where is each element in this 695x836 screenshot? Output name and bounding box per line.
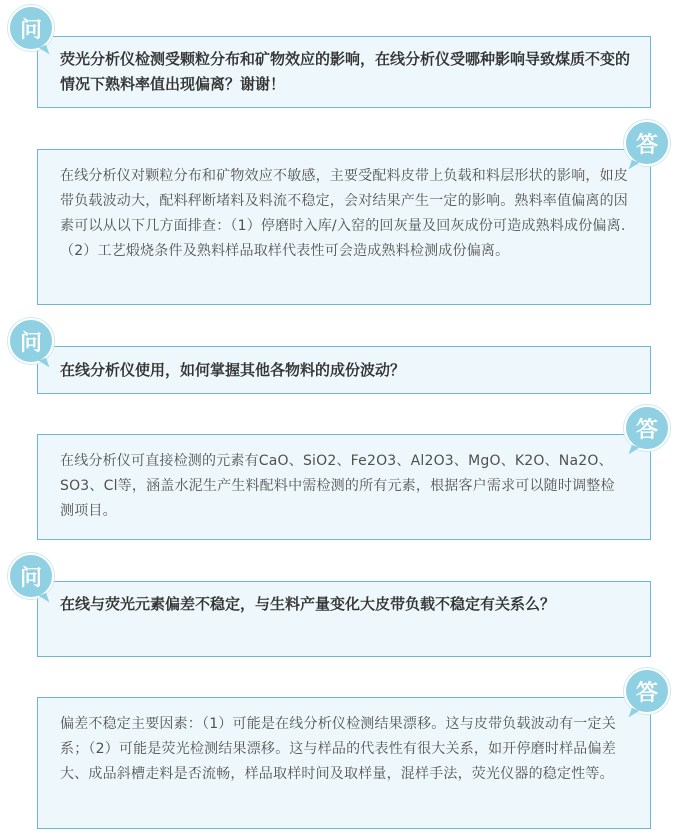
answer-text: 在线分析仪对颗粒分布和矿物效应不敏感，主要受配料皮带上负载和料层形状的影响，如皮带负载波动大，配料秤断堵料及料流不稳定，会对结果产生一定的影响。熟料率值偏离的因素可以从以下几方面排查：（1）停磨时入库/入窑的回灰量及回灰成份可造成熟料成份偏离.（2）工艺煅烧条件及熟料样品取样代表性可会造成熟料检测成份偏离。 [60, 168, 628, 259]
answer-badge-icon: 答 [624, 405, 670, 451]
answer-box-2 [37, 434, 651, 540]
question-badge-icon: 问 [8, 5, 54, 51]
answer-text: 偏差不稳定主要因素：（1）可能是在线分析仪检测结果漂移。这与皮带负载波动有一定关系；（2）可能是荧光检测结果漂移。这与样品的代表性有很大关系，如开停磨时样品偏差大、成品斜槽走料是否流畅，样品取样时间及取样量，混样手法，荧光仪器的稳定性等。 [60, 716, 616, 782]
answer-text: 在线分析仪可直接检测的元素有CaO、SiO2、Fe2O3、Al2O3、MgO、K2O、Na2O、SO3、Cl等，涵盖水泥生产生料配料中需检测的所有元素，根据客户需求可以随时调整检测项目。 [60, 453, 615, 519]
question-box-3 [37, 581, 651, 657]
question-badge-icon: 问 [8, 318, 54, 364]
answer-box-3 [37, 697, 651, 829]
question-text: 在线分析仪使用，如何掌握其他各物料的成份波动？ [60, 361, 406, 379]
question-box-1 [37, 36, 651, 108]
answer-box-1 [37, 149, 651, 305]
question-text: 荧光分析仪检测受颗粒分布和矿物效应的影响，在线分析仪受哪种影响导致煤质不变的情况下熟料率值出现偏离？谢谢！ [60, 50, 631, 93]
question-text: 在线与荧光元素偏差不稳定，与生料产量变化大皮带负载不稳定有关系么？ [60, 595, 556, 613]
question-box-2 [37, 346, 651, 394]
answer-badge-icon: 答 [624, 120, 670, 166]
question-badge-icon: 问 [8, 553, 54, 599]
answer-badge-icon: 答 [624, 668, 670, 714]
